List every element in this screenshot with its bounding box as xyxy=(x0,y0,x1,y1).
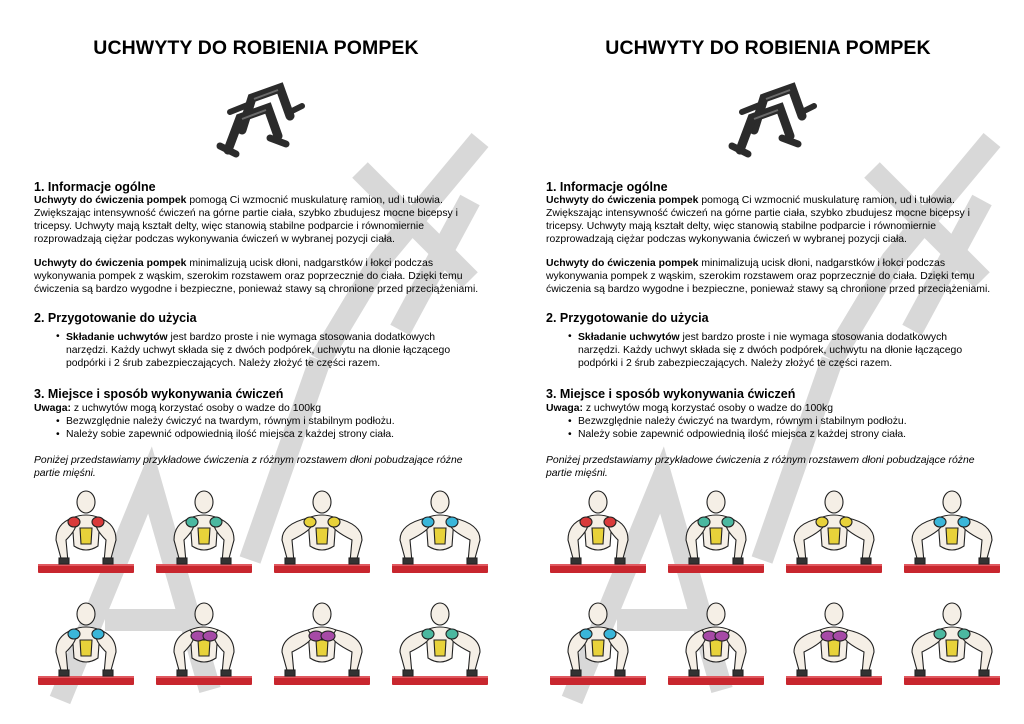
section-heading: 2. Przygotowanie do użycia xyxy=(546,311,709,325)
exercises-note: Poniżej przedstawiamy przykładowe ćwiczenia z różnym rozstawem dłoni pobudzające różne partie mięśni. xyxy=(546,455,975,479)
surface-bullet: Bezwzględnie należy ćwiczyć na twardym, równym i stabilnym podłożu. xyxy=(578,416,907,427)
section-heading: 3. Miejsce i sposób wykonywania ćwiczeń xyxy=(34,387,284,401)
pushup-deltoids-figure-icon xyxy=(388,596,492,691)
pushup-chest-figure-icon xyxy=(388,484,492,579)
pushup-deltoids-figure-icon xyxy=(900,596,1004,691)
pushup-chest-wide-figure-icon xyxy=(546,596,650,691)
bullet-dot: • xyxy=(568,416,572,427)
pushup-triceps-figure-icon xyxy=(34,484,138,579)
exercises-note: Poniżej przedstawiamy przykładowe ćwiczenia z różnym rozstawem dłoni pobudzające różne partie mięśni. xyxy=(34,455,463,479)
pushup-pecs-wide-figure-icon xyxy=(270,596,374,691)
pushup-shoulders-figure-icon xyxy=(152,484,256,579)
weight-note: Uwaga: z uchwytów mogą korzystać osoby o wadze do 100kg xyxy=(546,403,834,414)
pushup-chest-wide-figure-icon xyxy=(34,596,138,691)
pushup-wide-figure-icon xyxy=(782,484,886,579)
pushup-triceps-figure-icon xyxy=(546,484,650,579)
exercise-grid xyxy=(546,484,1016,694)
bullet-dot: • xyxy=(56,416,60,427)
bullet-dot: • xyxy=(568,331,572,342)
surface-bullet: Bezwzględnie należy ćwiczyć na twardym, równym i stabilnym podłożu. xyxy=(66,416,395,427)
space-bullet: Należy sobie zapewnić odpowiednią ilość miejsca z każdej strony ciała. xyxy=(66,429,395,440)
pushup-wide-figure-icon xyxy=(270,484,374,579)
section-heading: 3. Miejsce i sposób wykonywania ćwiczeń xyxy=(546,387,796,401)
intro-paragraph-2: Uchwyty do ćwiczenia pompek minimalizują ucisk dłoni, nadgarstków i łokci podczas wykonywania pompek z wąskim, szerokim rozstawem oraz poprzecznie do ciała. Dzięki temu ćwiczenia są bardzo wygodne i bezpieczne, ponieważ stawy są chronione przed przeciążeniami. xyxy=(546,258,991,295)
bullet-dot: • xyxy=(56,331,60,342)
pushup-handles-icon xyxy=(206,72,310,164)
page-title: UCHWYTY DO ROBIENIA POMPEK xyxy=(93,37,419,59)
assembly-bullet: Składanie uchwytów jest bardzo proste i nie wymaga stosowania dodatkowych narzędzi. Każdy uchwyt składa się z dwóch podpórek, uchwytu na dłonie łączącego podpórki i 2 śrub zabezpieczających. Należy złożyć te części razem. xyxy=(578,332,963,369)
intro-paragraph-1: Uchwyty do ćwiczenia pompek pomogą Ci wzmocnić muskulaturę ramion, ud i tułowia. Zwiększając intensywność ćwiczeń na górne partie ciała, szybko zbudujesz mocne bicepsy i tricepsy. Uchwyty mają kształt delty, więc stanowią stabilne podparcie i równomiernie rozprowadzają ciężar podczas wykonywania ćwiczeń w wybranej pozycji ciała. xyxy=(546,195,970,245)
section-heading: 2. Przygotowanie do użycia xyxy=(34,311,197,325)
section-heading: 1. Informacje ogólne xyxy=(546,180,668,194)
assembly-bullet: Składanie uchwytów jest bardzo proste i nie wymaga stosowania dodatkowych narzędzi. Każdy uchwyt składa się z dwóch podpórek, uchwytu na dłonie łączącego podpórki i 2 śrub zabezpieczających. Należy złożyć te części razem. xyxy=(66,332,451,369)
pushup-handles-icon xyxy=(718,72,822,164)
page-right xyxy=(512,0,1024,724)
exercise-grid xyxy=(34,484,504,694)
intro-paragraph-2: Uchwyty do ćwiczenia pompek minimalizują ucisk dłoni, nadgarstków i łokci podczas wykonywania pompek z wąskim, szerokim rozstawem oraz poprzecznie do ciała. Dzięki temu ćwiczenia są bardzo wygodne i bezpieczne, ponieważ stawy są chronione przed przeciążeniami. xyxy=(34,258,479,295)
pushup-pecs-wide-figure-icon xyxy=(782,596,886,691)
pushup-chest-figure-icon xyxy=(900,484,1004,579)
weight-note: Uwaga: z uchwytów mogą korzystać osoby o wadze do 100kg xyxy=(34,403,322,414)
pushup-pecs-figure-icon xyxy=(664,596,768,691)
pushup-pecs-figure-icon xyxy=(152,596,256,691)
bullet-dot: • xyxy=(568,429,572,440)
pushup-shoulders-figure-icon xyxy=(664,484,768,579)
intro-paragraph-1: Uchwyty do ćwiczenia pompek pomogą Ci wzmocnić muskulaturę ramion, ud i tułowia. Zwiększając intensywność ćwiczeń na górne partie ciała, szybko zbudujesz mocne bicepsy i tricepsy. Uchwyty mają kształt delty, więc stanowią stabilne podparcie i równomiernie rozprowadzają ciężar podczas wykonywania ćwiczeń w wybranej pozycji ciała. xyxy=(34,195,458,245)
space-bullet: Należy sobie zapewnić odpowiednią ilość miejsca z każdej strony ciała. xyxy=(578,429,907,440)
page-title: UCHWYTY DO ROBIENIA POMPEK xyxy=(605,37,931,59)
bullet-dot: • xyxy=(56,429,60,440)
section-heading: 1. Informacje ogólne xyxy=(34,180,156,194)
